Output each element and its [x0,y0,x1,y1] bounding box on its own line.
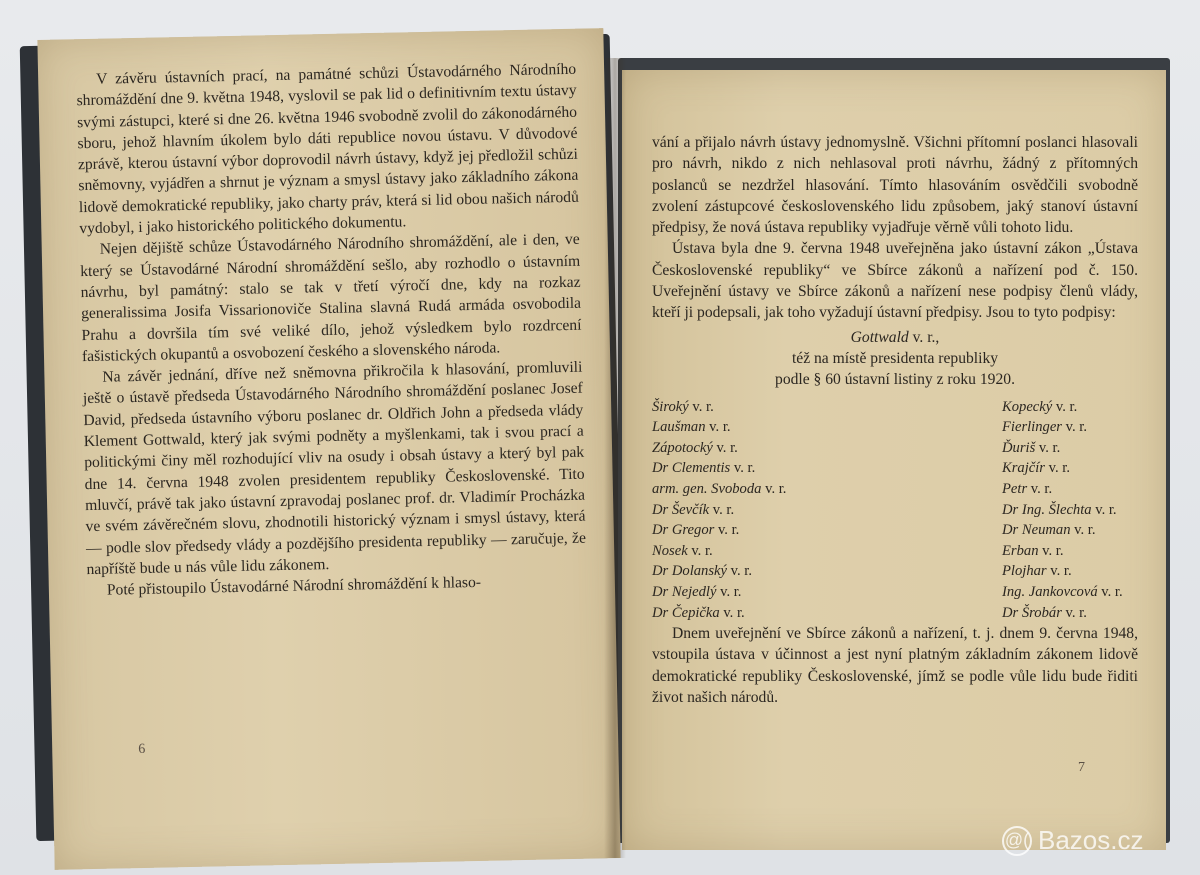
right-paragraph-1: vání a přijalo návrh ústavy jednomyslně. Všichni přítomní poslanci hlasovali pro návrh, nikdo z nich nehlasoval proti návrhu, žádný z přítomných poslanců se nezdržel hlasování. Tímto hlasováním osvědčili svobodně zvolení zástupcové československého lidu způsobem, jaký stanoví ústavní předpisy, že nová ústava republiky vyjadřuje věrně vůli tohoto lidu. [652,134,1138,237]
left-page-number: 6 [138,741,146,758]
watermark-text: Bazos.cz [1038,825,1144,855]
signer-left: Dr Čepička v. r. [652,604,745,621]
signer-right: Fierlinger v. r. [1002,419,1087,436]
signer-left: Dr Gregor v. r. [652,522,740,539]
signer-right: Erban v. r. [1002,542,1064,559]
signer-left: Dr Nejedlý v. r. [652,583,742,600]
signature-lead-suffix: v. r., [908,328,940,346]
left-page [37,28,620,870]
left-paragraph-4: Poté přistoupilo Ústavodárné Národní shromáždění k hlaso- [106,573,482,599]
signer-left: Zápotocký v. r. [652,439,738,456]
signer-right: Dr Šrobár v. r. [1002,604,1087,621]
left-paragraph-2: Nejen dějiště schůze Ústavodárného Národního shromáždění, ale i den, ve který se Ústavodárné Národní shromáždění sešlo, aby rozhodlo o ústavním návrhu, byl památný: stalo se tak v třetí výročí dne, kdy na rozkaz generalissima Josifa Vissarionoviče Stalina slavná Rudá armáda osvobodila Prahu a dovršila tím své veliké dílo, jehož výsledkem bylo rozdrcení fašistických okupantů a osvobození českého a slovenského národa. [80,231,582,366]
signer-right: Kopecký v. r. [1002,398,1078,415]
book-gutter [604,58,626,858]
right-page-text [652,132,1138,708]
signature-lead-line [652,327,1138,348]
signer-left: Nosek v. r. [652,542,713,559]
closing-paragraph: Dnem uveřejnění ve Sbírce zákonů a nařízení, t. j. dnem 9. června 1948, vstoupila ústava v účinnost a jest nyní platným základním zákonem lidově demokratické republiky Československé, jímž se podle vůle lidu bude řiditi život našich národů. [652,625,1138,706]
signature-lead-name: Gottwald [850,328,909,346]
right-page [622,70,1166,850]
signer-left: Dr Clementis v. r. [652,460,756,477]
left-paragraph-1: V závěru ústavních prací, na památné schůzi Ústavodárného Národního shromáždění dne 9. května 1948, vyslovil se pak lid o definitivním textu ústavy svými zástupci, které si dne 26. května 1946 svobodně zvolil do zákonodárného sboru, jehož hlavním úkolem bylo dáti republice novou ústavu. V důvodové zprávě, kterou ústavní výbor doprovodil návrh ústavy, když jej předložil schůzi sněmovny, vyjádřen a shrnut je význam a smysl ústavy jako základního zákona lidově demokratické republiky, jako charty práv, která si lid obou našich národů vydobyl, i jako historického politického dokumentu. [76,60,579,238]
signature-heading [652,327,1138,391]
watermark-logo-icon: @( [1002,826,1032,856]
signer-right: Dr Ing. Šlechta v. r. [1002,501,1117,518]
signature-line-2: též na místě presidenta republiky [791,349,999,367]
signer-right: Ďuriš v. r. [1002,439,1061,456]
watermark [1002,825,1144,856]
signer-right: Dr Neuman v. r. [1002,522,1096,539]
signer-right: Krajčír v. r. [1002,460,1070,477]
left-page-text [76,59,587,602]
signer-right: Petr v. r. [1002,480,1053,497]
signer-right: Ing. Jankovcová v. r. [1002,583,1123,600]
signer-right: Plojhar v. r. [1002,563,1072,580]
signer-left: arm. gen. Svoboda v. r. [652,480,787,497]
right-paragraph-2: Ústava byla dne 9. června 1948 uveřejněna jako ústavní zákon „Ústava Československé republiky“ ve Sbírce zákonů a nařízení pod č. 150. Uveřejnění ústavy ve Sbírce zákonů a nařízení nese podpisy členů vlády, kteří ji podepsali, jak toho vyžadují ústavní předpisy. Jsou to tyto podpisy: [652,240,1138,322]
left-paragraph-3: Na závěr jednání, dříve než sněmovna přikročila k hlasování, promluvili ještě o ústavě předseda Ústavodárného Národního shromáždění poslanec Josef David, předseda ústavního výboru poslanec dr. Oldřich John a předseda vlády Klement Gottwald, který jak svými podněty a myšlenkami, tak i svou prací a politickými činy měl rozhodující vliv na osudy i obsah ústavy a který byl pak dne 14. června 1948 zvolen presidentem republiky Československé. Tito mluvčí, právě tak jako ústavní zpravodaj poslanec prof. dr. Vladimír Procházka ve svém závěrečném slovu, zhodnotili historický význam i smysl ústavy, která — podle slov předsedy vlády a pozdějšího presidenta republiky — zaručuje, že napříště bude u nás vůle lidu zákonem. [82,358,587,578]
signer-left: Dr Ševčík v. r. [652,501,735,518]
signature-line-3: podle § 60 ústavní listiny z roku 1920. [775,371,1015,389]
signer-left: Široký v. r. [652,398,714,415]
signer-left: Dr Dolanský v. r. [652,563,752,580]
signers-list [652,397,1138,624]
right-page-number: 7 [1078,760,1085,775]
signer-left: Laušman v. r. [652,419,731,436]
